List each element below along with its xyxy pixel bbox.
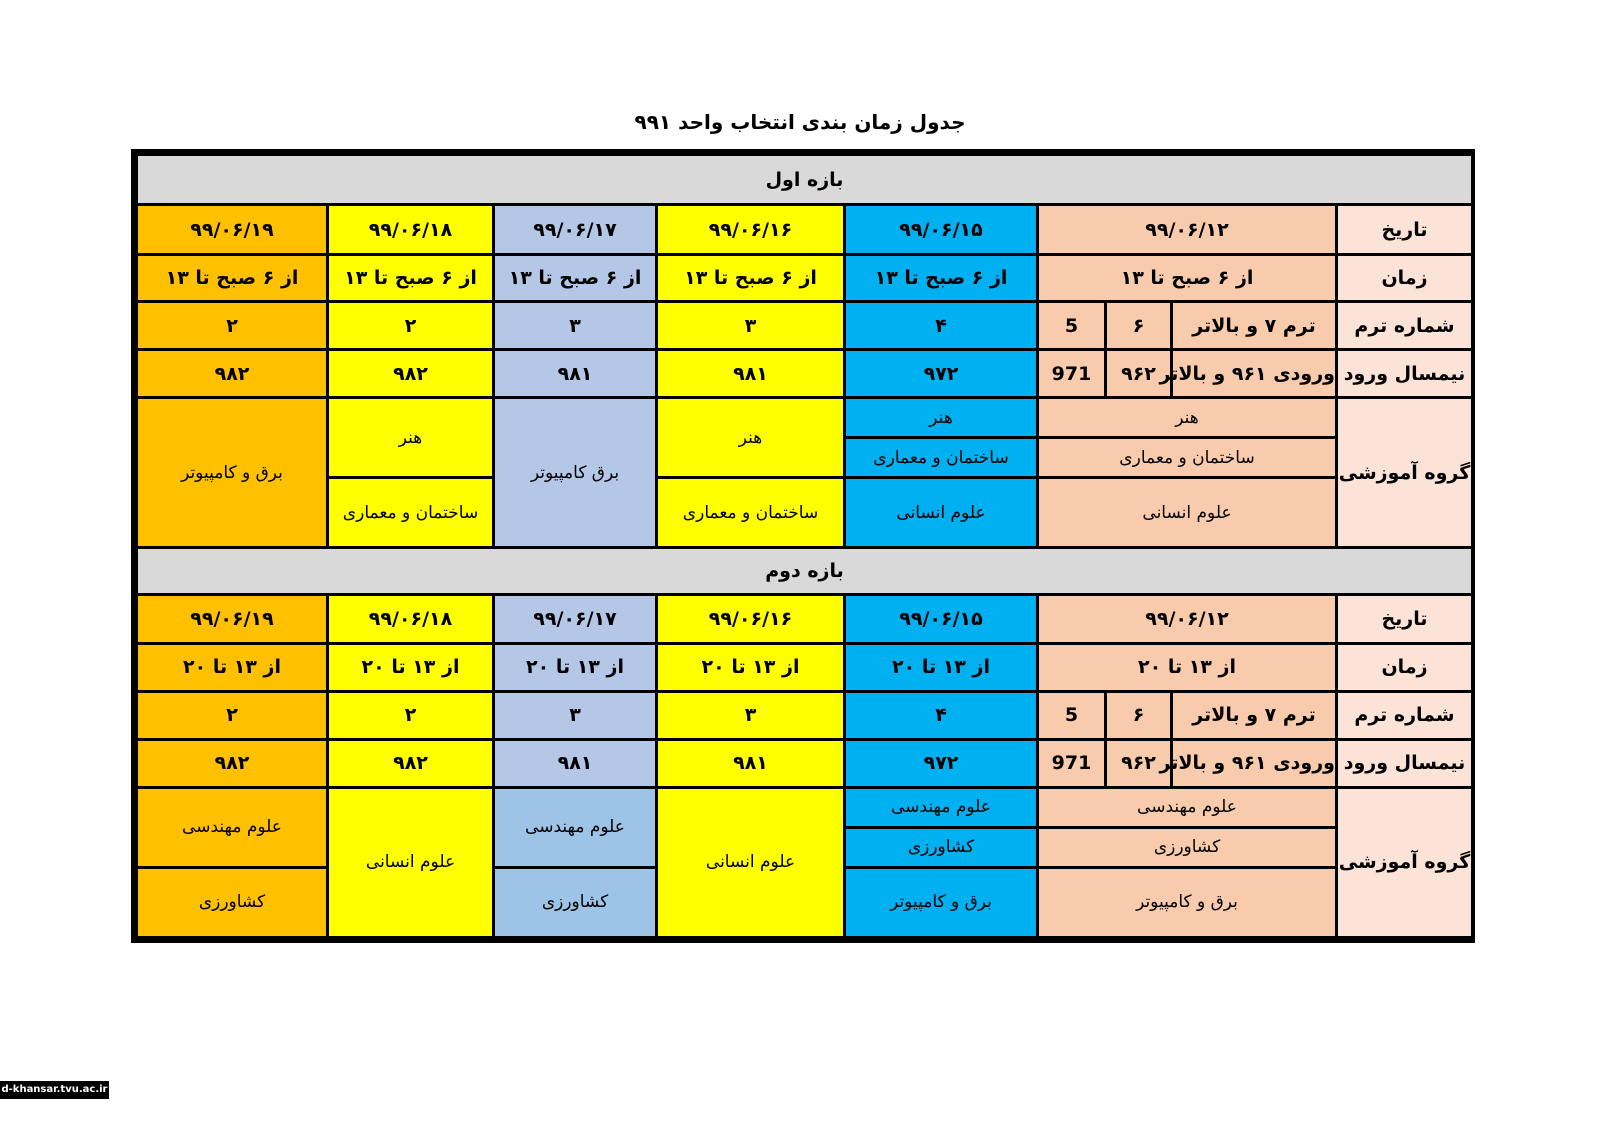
time-cell: از ۱۳ تا ۲۰	[845, 643, 1038, 691]
term-7-plus: ترم ۷ و بالاتر	[1172, 302, 1337, 350]
term-6: ۶	[1106, 302, 1172, 350]
group-cell: علوم انسانی	[328, 787, 494, 937]
entry-cell: ۹۸۱	[494, 350, 657, 398]
label-term: شماره ترم	[1337, 302, 1473, 350]
group-cell: هنر	[328, 398, 494, 478]
date-cell: ۹۹/۰۶/۱۲	[1038, 595, 1337, 643]
time-cell: از ۶ صبح تا ۱۳	[1038, 255, 1337, 302]
group-cell: علوم مهندسی	[845, 787, 1038, 827]
group-cell: کشاورزی	[1038, 827, 1337, 867]
term-cell: ۲	[328, 302, 494, 350]
date-cell: ۹۹/۰۶/۱۹	[137, 205, 328, 255]
group-cell: برق و کامپیوتر	[137, 398, 328, 548]
entry-cell: ۹۷۲	[845, 350, 1038, 398]
date-cell: ۹۹/۰۶/۱۸	[328, 205, 494, 255]
term-cell: ۳	[657, 302, 845, 350]
entry-cell: ۹۸۲	[137, 350, 328, 398]
entry-971: 971	[1038, 350, 1106, 398]
time-cell: از ۱۳ تا ۲۰	[494, 643, 657, 691]
label-entry: نیمسال ورود	[1337, 350, 1473, 398]
entry-971: 971	[1038, 739, 1106, 787]
date-cell: ۹۹/۰۶/۱۹	[137, 595, 328, 643]
group-cell: علوم انسانی	[657, 787, 845, 937]
group-cell: برق کامپیوتر	[494, 398, 657, 548]
period-2-heading: بازه دوم	[137, 548, 1473, 595]
label-group: گروه آموزشی	[1337, 398, 1473, 548]
group-cell: ساختمان و معماری	[657, 478, 845, 548]
entry-cell: ۹۸۲	[137, 739, 328, 787]
date-cell: ۹۹/۰۶/۱۵	[845, 595, 1038, 643]
group-cell: هنر	[1038, 398, 1337, 438]
term-7-plus: ترم ۷ و بالاتر	[1172, 691, 1337, 739]
group-cell: هنر	[845, 398, 1038, 438]
period-1-heading: بازه اول	[137, 155, 1473, 205]
group-cell: ساختمان و معماری	[845, 438, 1038, 478]
term-cell: ۳	[494, 302, 657, 350]
entry-cell: ۹۸۲	[328, 350, 494, 398]
entry-cell: ۹۸۱	[657, 350, 845, 398]
date-cell: ۹۹/۰۶/۱۸	[328, 595, 494, 643]
entry-cell: ۹۸۱	[657, 739, 845, 787]
page-title: جدول زمان بندی انتخاب واحد ۹۹۱	[634, 110, 966, 134]
term-cell: ۲	[328, 691, 494, 739]
entry-cell: ۹۸۲	[328, 739, 494, 787]
time-cell: از ۶ صبح تا ۱۳	[657, 255, 845, 302]
group-cell: علوم انسانی	[1038, 478, 1337, 548]
entry-cell: ۹۸۱	[494, 739, 657, 787]
term-6: ۶	[1106, 691, 1172, 739]
date-cell: ۹۹/۰۶/۱۷	[494, 595, 657, 643]
group-cell: علوم مهندسی	[1038, 787, 1337, 827]
time-cell: از ۶ صبح تا ۱۳	[845, 255, 1038, 302]
time-cell: از ۶ صبح تا ۱۳	[494, 255, 657, 302]
entry-962: ۹۶۲	[1106, 350, 1172, 398]
entry-961-plus: ورودی ۹۶۱ و بالاتر	[1172, 350, 1337, 398]
term-cell: ۴	[845, 691, 1038, 739]
label-term: شماره ترم	[1337, 691, 1473, 739]
site-watermark: d-khansar.tvu.ac.ir	[0, 1081, 109, 1099]
label-date: تاریخ	[1337, 595, 1473, 643]
entry-cell: ۹۷۲	[845, 739, 1038, 787]
term-5: 5	[1038, 302, 1106, 350]
label-group: گروه آموزشی	[1337, 787, 1473, 937]
group-cell: علوم مهندسی	[137, 787, 328, 867]
time-cell: از ۶ صبح تا ۱۳	[137, 255, 328, 302]
label-time: زمان	[1337, 643, 1473, 691]
label-entry: نیمسال ورود	[1337, 739, 1473, 787]
group-cell: کشاورزی	[494, 867, 657, 937]
group-cell: برق و کامپیوتر	[1038, 867, 1337, 937]
date-cell: ۹۹/۰۶/۱۲	[1038, 205, 1337, 255]
time-cell: از ۶ صبح تا ۱۳	[328, 255, 494, 302]
group-cell: کشاورزی	[137, 867, 328, 937]
group-cell: ساختمان و معماری	[328, 478, 494, 548]
group-cell: برق و کامپیوتر	[845, 867, 1038, 937]
group-cell: کشاورزی	[845, 827, 1038, 867]
time-cell: از ۱۳ تا ۲۰	[137, 643, 328, 691]
group-cell: علوم مهندسی	[494, 787, 657, 867]
time-cell: از ۱۳ تا ۲۰	[657, 643, 845, 691]
date-cell: ۹۹/۰۶/۱۵	[845, 205, 1038, 255]
term-cell: ۲	[137, 691, 328, 739]
term-5: 5	[1038, 691, 1106, 739]
date-cell: ۹۹/۰۶/۱۶	[657, 205, 845, 255]
group-cell: علوم انسانی	[845, 478, 1038, 548]
term-cell: ۳	[494, 691, 657, 739]
time-cell: از ۱۳ تا ۲۰	[1038, 643, 1337, 691]
label-time: زمان	[1337, 255, 1473, 302]
group-cell: هنر	[657, 398, 845, 478]
entry-962: ۹۶۲	[1106, 739, 1172, 787]
time-cell: از ۱۳ تا ۲۰	[328, 643, 494, 691]
date-cell: ۹۹/۰۶/۱۷	[494, 205, 657, 255]
term-cell: ۴	[845, 302, 1038, 350]
term-cell: ۲	[137, 302, 328, 350]
entry-961-plus: ورودی ۹۶۱ و بالاتر	[1172, 739, 1337, 787]
schedule-table	[135, 153, 1474, 939]
schedule-frame	[131, 149, 1475, 943]
group-cell: ساختمان و معماری	[1038, 438, 1337, 478]
label-date: تاریخ	[1337, 205, 1473, 255]
term-cell: ۳	[657, 691, 845, 739]
date-cell: ۹۹/۰۶/۱۶	[657, 595, 845, 643]
